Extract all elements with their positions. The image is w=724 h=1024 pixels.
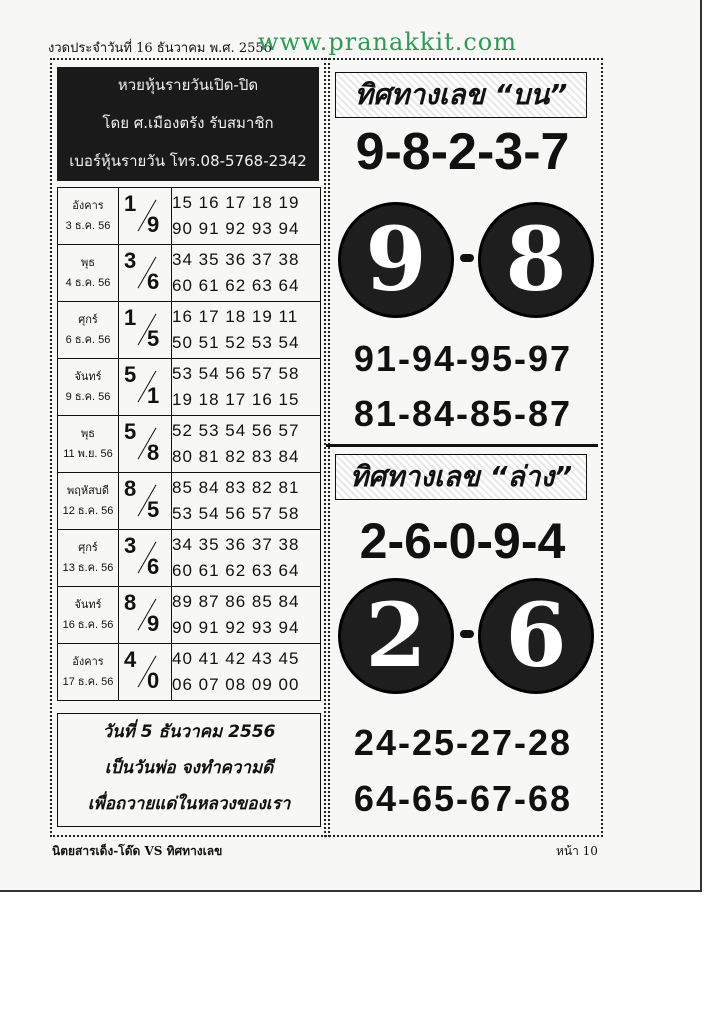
row-digit-open: 1 bbox=[124, 305, 137, 330]
upper-pairs-line-1: 91-94-95-97 bbox=[353, 338, 573, 379]
row-digit-open: 3 bbox=[124, 248, 137, 273]
row-day: อังคาร bbox=[72, 200, 104, 212]
row-day: จันทร์ bbox=[74, 599, 102, 611]
row-top-numbers: 15 16 17 18 19 bbox=[172, 193, 300, 212]
row-date-cell bbox=[58, 644, 119, 701]
table-row bbox=[58, 644, 321, 701]
row-numbers-cell bbox=[172, 644, 321, 701]
row-date-cell bbox=[58, 302, 119, 359]
row-day: ศุกร์ bbox=[78, 542, 98, 554]
row-bottom-numbers: 60 61 62 63 64 bbox=[172, 561, 300, 580]
section-divider bbox=[326, 444, 598, 447]
row-date-cell bbox=[58, 587, 119, 644]
row-bottom-numbers: 90 91 92 93 94 bbox=[172, 219, 300, 238]
row-digits-cell bbox=[119, 245, 172, 302]
row-bottom-numbers: 90 91 92 93 94 bbox=[172, 618, 300, 637]
row-date: 4 ธ.ค. 56 bbox=[65, 277, 111, 289]
row-bottom-numbers: 53 54 56 57 58 bbox=[172, 504, 300, 523]
table-row bbox=[58, 473, 321, 530]
row-digit-open: 1 bbox=[124, 191, 137, 216]
row-numbers-cell bbox=[172, 587, 321, 644]
upper-circle-left: 9 bbox=[338, 202, 454, 318]
row-digit-close: 9 bbox=[147, 212, 160, 237]
row-bottom-numbers: 06 07 08 09 00 bbox=[172, 675, 300, 694]
row-digit-close: 1 bbox=[147, 383, 160, 408]
row-date: 13 ธ.ค. 56 bbox=[62, 562, 114, 574]
note-line-2: เป็นวันพ่อ จงทำความดี bbox=[104, 758, 274, 778]
row-day: จันทร์ bbox=[74, 371, 102, 383]
row-date: 17 ธ.ค. 56 bbox=[62, 676, 114, 688]
row-top-numbers: 85 84 83 82 81 bbox=[172, 478, 300, 497]
row-bottom-numbers: 19 18 17 16 15 bbox=[172, 390, 300, 409]
row-date: 12 ธ.ค. 56 bbox=[62, 505, 114, 517]
note-line-3: เพื่อถวายแด่ในหลวงของเรา bbox=[87, 794, 291, 814]
upper-direction-title: ทิศทางเลข “บน” bbox=[335, 72, 587, 118]
row-numbers-cell bbox=[172, 245, 321, 302]
row-digits-cell bbox=[119, 644, 172, 701]
row-digits-cell bbox=[119, 188, 172, 245]
row-date: 9 ธ.ค. 56 bbox=[65, 391, 111, 403]
row-numbers-cell bbox=[172, 188, 321, 245]
upper-circle-separator bbox=[460, 254, 474, 262]
header-line-2: โดย ศ.เมืองตรัง รับสมาชิก bbox=[102, 114, 274, 132]
row-digit-close: 0 bbox=[147, 668, 160, 693]
upper-circle-right: 8 bbox=[478, 202, 594, 318]
row-date: 6 ธ.ค. 56 bbox=[65, 334, 111, 346]
row-digit-open: 4 bbox=[124, 647, 137, 672]
lower-pairs-line-1: 24-25-27-28 bbox=[353, 722, 573, 763]
row-digits-cell bbox=[119, 530, 172, 587]
row-bottom-numbers: 60 61 62 63 64 bbox=[172, 276, 300, 295]
header-line-1: หวยหุ้นรายวันเปิด-ปิด bbox=[117, 76, 259, 94]
row-numbers-cell bbox=[172, 530, 321, 587]
table-row bbox=[58, 359, 321, 416]
row-digits-cell bbox=[119, 473, 172, 530]
row-digit-close: 5 bbox=[147, 326, 160, 351]
table-row bbox=[58, 416, 321, 473]
upper-sequence: 9-8-2-3-7 bbox=[355, 123, 570, 181]
row-day: พุธ bbox=[81, 428, 95, 440]
row-digit-close: 6 bbox=[147, 269, 160, 294]
row-date-cell bbox=[58, 530, 119, 587]
magazine-name: นิตยสารเด็ง-โด๊ด VS ทิศทางเลข bbox=[52, 844, 223, 858]
stock-lottery-header bbox=[57, 67, 319, 181]
row-numbers-cell bbox=[172, 359, 321, 416]
row-numbers-cell bbox=[172, 473, 321, 530]
row-digit-close: 5 bbox=[147, 497, 160, 522]
table-row bbox=[58, 530, 321, 587]
row-date-cell bbox=[58, 245, 119, 302]
row-digit-open: 5 bbox=[124, 419, 137, 444]
row-date-cell bbox=[58, 188, 119, 245]
results-table bbox=[57, 187, 321, 701]
row-numbers-cell bbox=[172, 416, 321, 473]
row-digit-open: 8 bbox=[124, 590, 137, 615]
row-top-numbers: 40 41 42 43 45 bbox=[172, 649, 300, 668]
row-day: อังคาร bbox=[72, 656, 104, 668]
header-line-3: เบอร์หุ้นรายวัน โทร.08-5768-2342 bbox=[69, 152, 307, 170]
row-top-numbers: 52 53 54 56 57 bbox=[172, 421, 300, 440]
lower-circle-right: 6 bbox=[478, 578, 594, 694]
lower-direction-title: ทิศทางเลข “ล่าง” bbox=[335, 454, 587, 500]
table-row bbox=[58, 302, 321, 359]
row-digits-cell bbox=[119, 416, 172, 473]
issue-date-line: งวดประจำวันที่ 16 ธันวาคม พ.ศ. 2556 bbox=[48, 41, 272, 56]
row-bottom-numbers: 50 51 52 53 54 bbox=[172, 333, 300, 352]
row-date: 16 ธ.ค. 56 bbox=[62, 619, 114, 631]
page-number: หน้า 10 bbox=[556, 844, 598, 858]
row-day: พุธ bbox=[81, 257, 95, 269]
table-row bbox=[58, 188, 321, 245]
row-top-numbers: 34 35 36 37 38 bbox=[172, 535, 300, 554]
row-day: พฤหัสบดี bbox=[66, 485, 109, 497]
row-digit-open: 5 bbox=[124, 362, 137, 387]
row-digit-close: 8 bbox=[147, 440, 160, 465]
row-digit-close: 9 bbox=[147, 611, 160, 636]
row-digits-cell bbox=[119, 302, 172, 359]
row-date: 3 ธ.ค. 56 bbox=[65, 220, 111, 232]
row-numbers-cell bbox=[172, 302, 321, 359]
row-date-cell bbox=[58, 359, 119, 416]
row-digits-cell bbox=[119, 587, 172, 644]
table-row bbox=[58, 587, 321, 644]
row-day: ศุกร์ bbox=[78, 314, 98, 326]
website-watermark: www.pranakkit.com bbox=[258, 28, 518, 56]
table-row bbox=[58, 245, 321, 302]
row-top-numbers: 89 87 86 85 84 bbox=[172, 592, 300, 611]
row-date: 11 พ.ย. 56 bbox=[63, 448, 113, 460]
row-digit-close: 6 bbox=[147, 554, 160, 579]
lower-pairs-line-2: 64-65-67-68 bbox=[353, 778, 573, 819]
note-line-1: วันที่ 5 ธันวาคม 2556 bbox=[102, 722, 276, 742]
row-bottom-numbers: 80 81 82 83 84 bbox=[172, 447, 300, 466]
row-top-numbers: 34 35 36 37 38 bbox=[172, 250, 300, 269]
row-digit-open: 3 bbox=[124, 533, 137, 558]
row-digit-open: 8 bbox=[124, 476, 137, 501]
lower-circle-separator bbox=[460, 630, 474, 638]
row-digits-cell bbox=[119, 359, 172, 416]
upper-pairs-line-2: 81-84-85-87 bbox=[353, 393, 573, 434]
row-top-numbers: 16 17 18 19 11 bbox=[172, 307, 299, 326]
row-top-numbers: 53 54 56 57 58 bbox=[172, 364, 300, 383]
lower-sequence: 2-6-0-9-4 bbox=[359, 513, 566, 569]
lower-circle-left: 2 bbox=[338, 578, 454, 694]
fathers-day-note bbox=[57, 713, 321, 827]
row-date-cell bbox=[58, 473, 119, 530]
row-date-cell bbox=[58, 416, 119, 473]
